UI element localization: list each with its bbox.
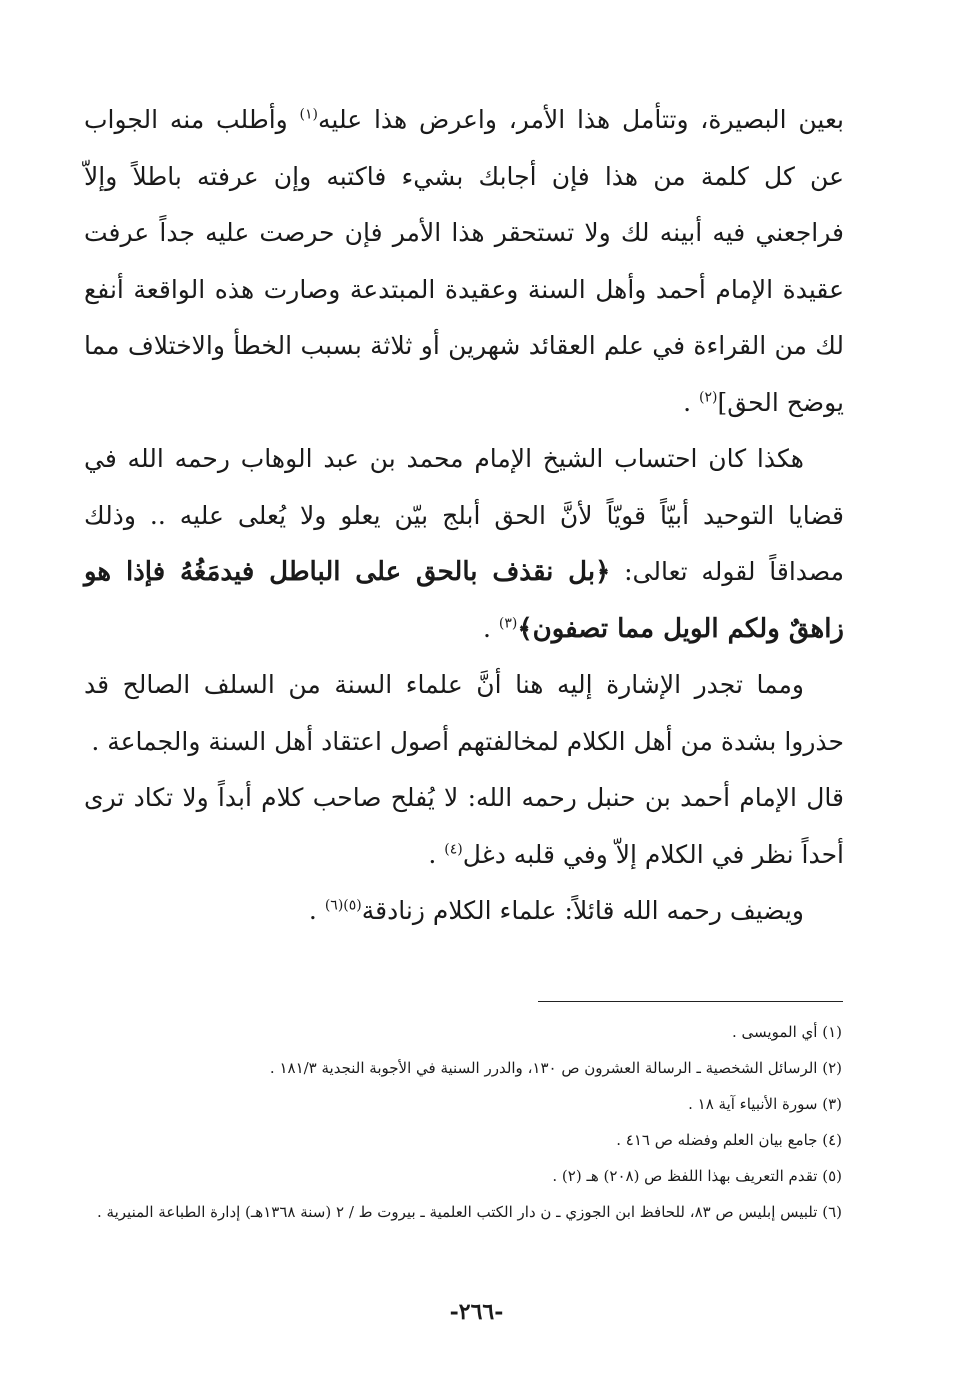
footnote-2: (٢) الرسائل الشخصية ـ الرسالة العشرون ص ١٣٠، والدرر السنية في الأجوبة النجدية ١٨١/٣ . <box>269 1059 842 1077</box>
text-run: . <box>683 387 700 417</box>
text-run: هكذا كان احتساب الشيخ الإمام محمد بن عبد الوهاب رحمه الله في قضايا التوحيد أبيّاً قويّاً لأنَّ الحق أبلج بيّن يعلو ولا يُعلى عليه .. وذلك مصداقاً لقوله تعالى: <box>84 444 844 586</box>
footnote-ref-5-6: (٥)(٦) <box>324 897 362 914</box>
text-run: . <box>308 896 325 925</box>
footnote-1: (١) أي المويسى . <box>732 1023 842 1041</box>
footnote-ref-1: (١) <box>299 106 319 123</box>
footnote-4: (٤) جامع بيان العلم وفضله ص ٤١٦ . <box>616 1131 842 1149</box>
text-run: . <box>428 839 445 869</box>
text-run: . <box>483 613 499 643</box>
footnotes <box>80 1014 842 1230</box>
text-run: وأطلب منه الجواب عن كل كلمة من هذا فإن أجابك بشيء فاكتبه وإن عرفته باطلاً وإلاّ فراجعني فيه أبينه لك ولا تستحقر هذا الأمر فإن حرصت عليه جداً عرفت عقيدة الإمام أحمد وأهل السنة وعقيدة المبتدعة وصارت هذه الواقعة أنفع لك من القراءة في علم العقائد شهرين أو ثلاثة بسبب الخطأ والاختلاف مما يوضح الحق] <box>84 105 844 417</box>
text-run: بعين البصيرة، وتتأمل هذا الأمر، واعرض هذا عليه <box>318 105 844 134</box>
text-run: ومما تجدر الإشارة إليه هنا أنَّ علماء السنة من السلف الصالح قد حذروا بشدة من أهل الكلام لمخالفتهم أصول اعتقاد أهل السنة والجماعة . <box>84 670 844 756</box>
page-number: -٢٦٦- <box>449 1299 504 1325</box>
footnote-ref-3: (٣) <box>498 615 518 632</box>
footnote-ref-2: (٢) <box>699 389 718 406</box>
main-text <box>84 92 844 940</box>
footnote-ref-4: (٤) <box>444 841 463 858</box>
footnote-3: (٣) سورة الأنبياء آية ١٨ . <box>688 1095 842 1113</box>
paragraph-1 <box>84 92 844 431</box>
text-run: قال الإمام أحمد بن حنبل رحمه الله: لا يُفلح صاحب كلام أبداً ولا تكاد ترى أحداً نظر في الكلام إلاّ وفي قلبه دغل <box>84 783 844 869</box>
footnote-6: (٦) تلبيس إبليس ص ٨٣، للحافظ ابن الجوزي ـ ن دار الكتب العلمية ـ بيروت ط / ٢ (سنة ١٣٦٨هـ) إدارة الطباعة المنيرية . <box>97 1203 842 1221</box>
footnote-separator <box>538 1001 843 1002</box>
paragraph-3 <box>84 657 844 770</box>
footnote-5: (٥) تقدم التعريف بهذا اللفظ ص (٢٠٨) هـ (٢) . <box>552 1167 842 1185</box>
paragraph-2 <box>84 431 844 657</box>
text-run: ويضيف رحمه الله قائلاً: علماء الكلام زنادقة <box>361 896 804 925</box>
quran-verse: ﴿بل نقذف بالحق على الباطل فيدمَغُهُ فإذا هو زاهقٌ ولكم الويل مما تصفون﴾ <box>84 557 844 644</box>
paragraph-4 <box>84 770 844 883</box>
paragraph-5 <box>84 883 844 940</box>
